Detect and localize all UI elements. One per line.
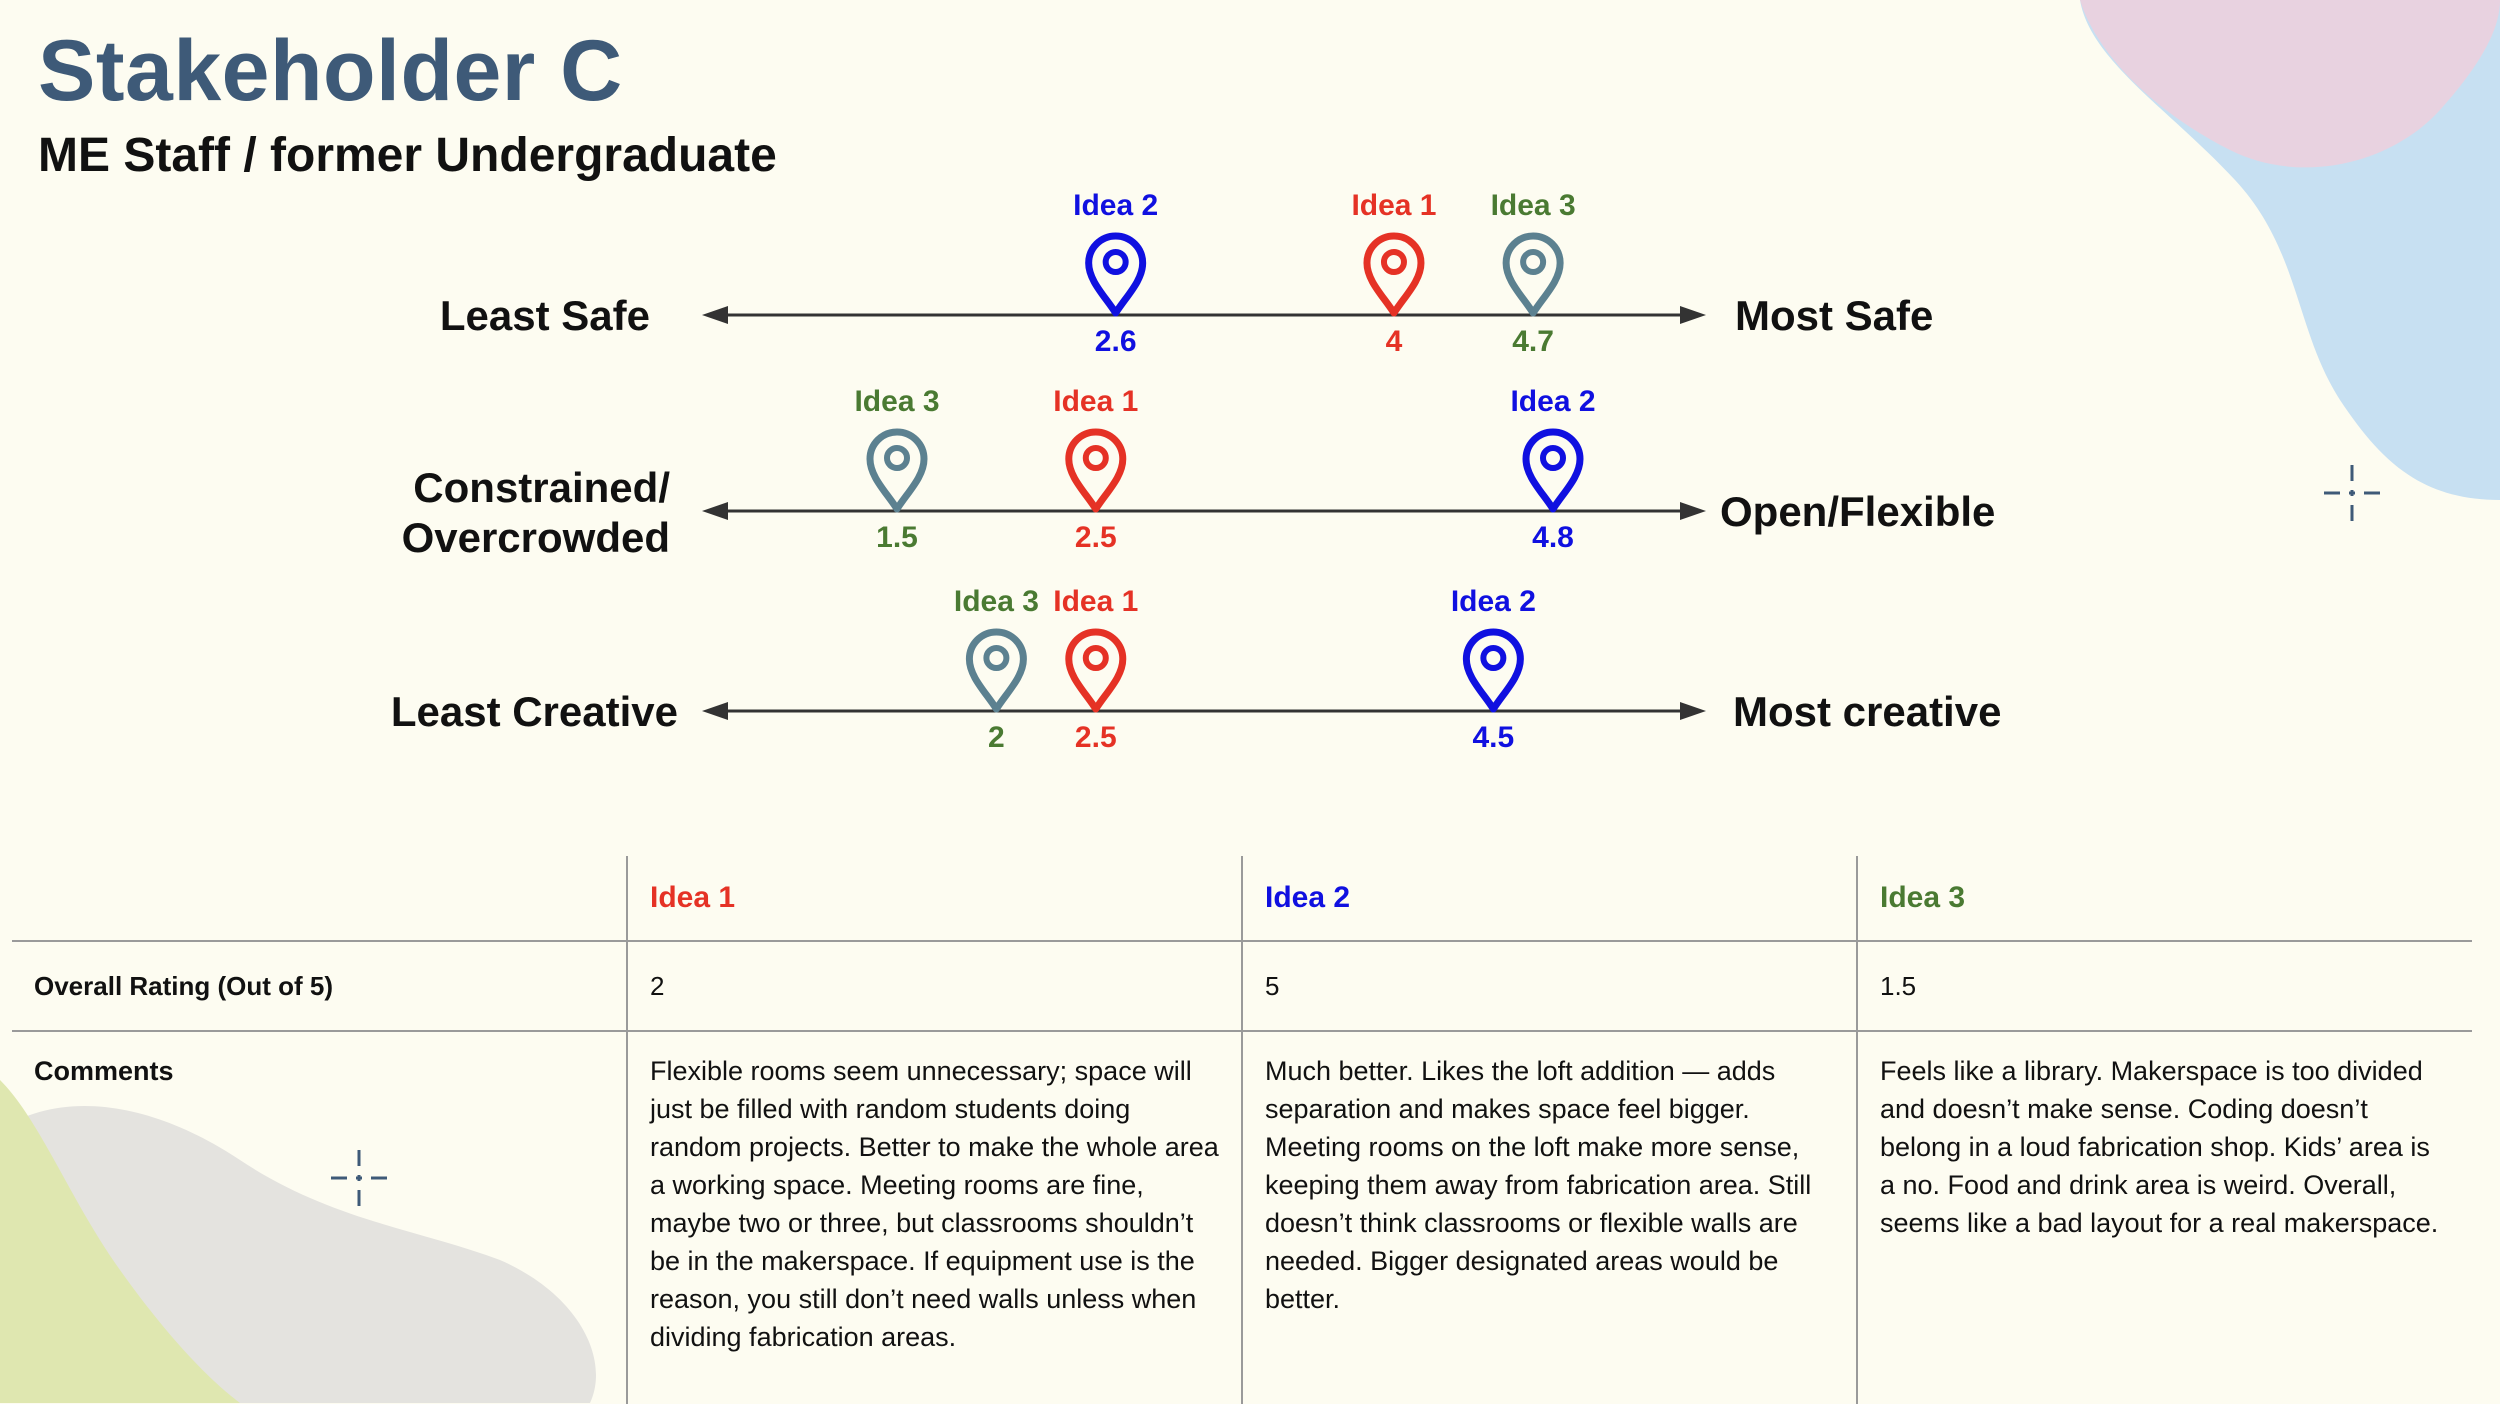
point-value-label: 4.5 [1472,721,1515,754]
map-pin-icon [1069,432,1123,509]
crosshair-icon [329,1148,389,1208]
point-value-label: 2.6 [1094,325,1137,358]
row-label-comments: Comments [34,1056,174,1086]
point-idea-label: Idea 2 [1510,385,1596,418]
comment-cell-idea-1: Flexible rooms seem unnecessary; space will just be filled with random students doing random projects. Better to make the whole area a working space. Meeting rooms are fine, maybe two or three, but classrooms shouldn’t be in the makerspace. If equipment use is the reason, you still don’t need walls unless when dividing fabrication areas. [627,1031,1242,1404]
comment-cell-idea-2: Much better. Likes the loft addition — adds separation and makes space feel bigger. Meeting rooms on the loft make more sense, keeping them away from fabrication area. Still doesn’t think classrooms or flexible walls are needed. Bigger designated areas would be better. [1242,1031,1857,1404]
arrow-right-icon [1680,306,1706,324]
map-pin-icon [1367,236,1421,313]
arrow-left-icon [702,502,728,520]
column-header-idea-2: Idea 2 [1242,856,1857,941]
point-idea-label: Idea 2 [1450,585,1536,618]
scale-right-label: Open/Flexible [1720,488,1996,535]
map-pin-icon [969,632,1023,709]
point-idea-label: Idea 3 [1490,189,1576,222]
point-value-label: 4.8 [1532,521,1574,554]
rating-scale-2 [402,385,1996,561]
scale-right-label: Most Safe [1735,292,1934,339]
table-row [12,1031,2472,1404]
point-value-label: 1.5 [876,521,918,554]
point-value-label: 4.7 [1512,325,1554,358]
table-header-row [12,856,2472,941]
table-corner-cell [12,856,627,941]
scale-left-label: Least Creative [390,688,678,735]
arrow-right-icon [1680,502,1706,520]
arrow-right-icon [1680,702,1706,720]
ratings-table [12,856,2472,1404]
crosshair-icon [2322,463,2382,523]
map-pin-icon [1069,632,1123,709]
row-label-overall-rating: Overall Rating (Out of 5) [12,941,627,1031]
map-pin-icon [1506,236,1560,313]
rating-scale-1 [440,189,1933,358]
rating-cell-idea-3: 1.5 [1857,941,2472,1031]
map-pin-icon [1526,432,1580,509]
map-pin-icon [1089,236,1143,313]
scale-left-label: Constrained/ Overcrowded [401,464,670,561]
comment-cell-idea-3: Feels like a library. Makerspace is too divided and doesn’t make sense. Coding doesn’t belong in a loud fabrication shop. Kids’ area is a no. Food and drink area is weird. Overall, seems like a bad layout for a real makerspace. [1857,1031,2472,1404]
column-header-idea-3: Idea 3 [1857,856,2472,941]
table-row [12,941,2472,1031]
page-title: Stakeholder C [38,23,623,119]
rating-scale-3 [391,585,2002,754]
map-pin-icon [870,432,924,509]
point-value-label: 2.5 [1074,521,1117,554]
rating-cell-idea-2: 5 [1242,941,1857,1031]
point-idea-label: Idea 3 [953,585,1039,618]
arrow-left-icon [702,306,728,324]
arrow-left-icon [702,702,728,720]
point-idea-label: Idea 1 [1053,385,1139,418]
page-subtitle: ME Staff / former Undergraduate [38,129,777,182]
point-value-label: 2.5 [1074,721,1117,754]
scale-left-label: Least Safe [439,292,650,339]
rating-cell-idea-1: 2 [627,941,1242,1031]
point-idea-label: Idea 3 [854,385,940,418]
point-idea-label: Idea 1 [1053,585,1139,618]
point-idea-label: Idea 1 [1351,189,1437,222]
point-idea-label: Idea 2 [1073,189,1159,222]
scale-right-label: Most creative [1733,688,2002,735]
column-header-idea-1: Idea 1 [627,856,1242,941]
point-value-label: 2 [988,721,1005,754]
point-value-label: 4 [1385,325,1403,358]
map-pin-icon [1466,632,1520,709]
